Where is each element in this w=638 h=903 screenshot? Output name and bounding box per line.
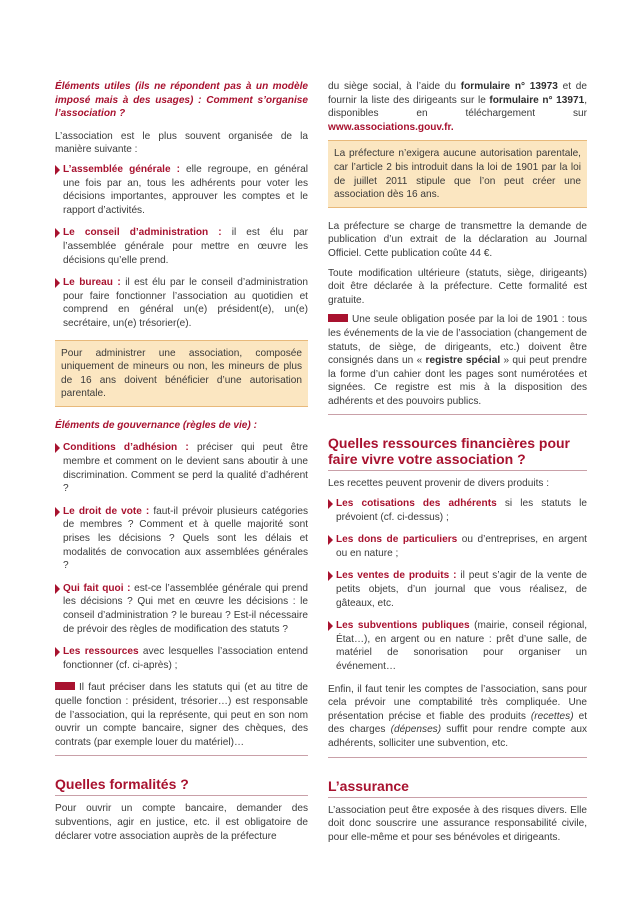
prefecture-info-box: La préfecture n’exigera aucune autorisation parentale, car l’article 2 bis introduit dans la loi de 1901 par la loi de juillet 2011 stipule que l’on peut créer une association dès 16 ans.: [328, 140, 587, 207]
formalities-heading: Quelles formalités ?: [55, 776, 308, 796]
declaration-text: et de fournir la liste des dirigeants sur le: [328, 81, 587, 106]
declaration-text: , disponibles en téléchargement sur: [328, 94, 587, 120]
bullet-term: Les subventions publiques: [336, 620, 470, 632]
obligation-text: Une seule obligation posée par la loi de 1901 : tous les événements de la vie de l’association (changement de statuts, de siège, de dirigeants, etc.) doivent être consignés dans un «: [328, 314, 587, 367]
bullet-text: il peut s’agir de la vente de petits objets, d’un journal que vous réalisez, de gâteaux, etc.: [336, 570, 587, 609]
bullet-text: il est élu par le conseil d’administration pour faire fonctionner l’association au quotidien et comprend en général un(e) président(e), un(e) secrétaire, un(e) trésorier(e).: [63, 277, 308, 329]
resources-heading: Quelles ressources financières pour faire vivre votre association ?: [328, 435, 587, 471]
bullet-text: si les statuts le prévoient (cf. ci-dessus) ;: [336, 498, 587, 523]
triangle-bullet-icon: [55, 443, 60, 453]
declaration-text: du siège social, à l’aide du: [328, 81, 461, 92]
statutes-note-text: Il faut préciser dans les statuts qui (et au titre de quelle fonction : président, trésorier…) est responsable de l’association, qui la représente, qui peut en son nom ouvrir un compte bancaire, signer des chèques, des contrats (par exemple louer du matériel)…: [55, 682, 308, 748]
triangle-bullet-icon: [328, 571, 333, 581]
triangle-bullet-icon: [55, 228, 60, 238]
insurance-heading: L’assurance: [328, 778, 587, 798]
accounts-text: Enfin, il faut tenir les comptes de l’association, sans pour cela prévoir une comptabilité très compliquée. Une présentation précise et fiable des produits: [328, 683, 587, 722]
list-item: [55, 582, 308, 636]
bullet-term: Le conseil d’administration :: [63, 227, 222, 239]
right-column: [328, 80, 587, 850]
register-term: registre spécial: [425, 355, 501, 367]
publication-paragraph: La préfecture se charge de transmettre la demande de publication d’un extrait de la déclaration au Journal Officiel. Cette publication coûte 44 €.: [328, 220, 587, 259]
bullet-term: Le droit de vote :: [63, 505, 150, 517]
resources-intro: Les recettes peuvent provenir de divers produits :: [328, 478, 550, 490]
list-item: [55, 441, 308, 495]
section-divider: [328, 757, 587, 758]
accounts-text: et des charges: [328, 710, 587, 736]
triangle-bullet-icon: [55, 165, 60, 175]
bullet-term: L’assemblée générale :: [63, 163, 181, 175]
bullet-text: il est élu par l’assemblée générale pour mettre en œuvre les décisions qu’elle prend.: [63, 227, 308, 266]
triangle-bullet-icon: [328, 535, 333, 545]
list-item: [328, 619, 587, 673]
bullet-term: Les ventes de produits :: [336, 570, 457, 582]
list-item: [328, 533, 587, 560]
accounts-paragraph: [328, 683, 587, 751]
section-divider: [328, 414, 587, 415]
bullet-text: (mairie, conseil régional, État…), en argent ou en nature : prêt d’une salle, de matériel de sonorisation pour organiser un événement…: [336, 620, 587, 672]
square-marker-icon: [328, 314, 348, 322]
declaration-continued: [328, 80, 587, 134]
governance-heading: Éléments de gouvernance (règles de vie) :: [55, 419, 257, 431]
bullet-text: elle regroupe, en général une fois par an, tous les adhérents pour voter les décisions importantes, approuver les comptes et le rapport d’activités.: [63, 163, 309, 216]
section-divider: [55, 755, 308, 756]
formalities-text: Pour ouvrir un compte bancaire, demander des subventions, agir en justice, etc. il est obligatoire de déclarer votre association auprès de la préfecture: [55, 803, 308, 842]
register-obligation: [328, 313, 587, 408]
bullet-term: Les dons de particuliers: [336, 534, 458, 546]
accounts-depenses: (dépenses): [390, 724, 442, 736]
list-item: [55, 505, 308, 573]
organisation-heading: Éléments utiles (ils ne répondent pas à un modèle imposé mais à des usages) : Comment s’organise l’association ?: [55, 81, 308, 120]
changes-paragraph: Toute modification ultérieure (statuts, siège, dirigeants) doit être déclarée à la préfecture. Cette formalité est gratuite.: [328, 267, 587, 306]
minors-info-box: Pour administrer une association, composée uniquement de mineurs ou non, les mineurs de plus de 16 ans doivent bénéficier d’une autorisation parentale.: [55, 340, 308, 407]
triangle-bullet-icon: [55, 507, 60, 517]
list-item: [328, 569, 587, 610]
insurance-text: L’association peut être exposée à des risques divers. Elle doit donc souscrire une assurance responsabilité civile, pour elle-même et pour ses bénévoles et dirigeants.: [328, 804, 587, 843]
bullet-text: ou d’entreprises, en argent ou en nature ;: [336, 534, 587, 559]
bullet-text: faut-il prévoir plusieurs catégories de membres ? Comment et à quelle majorité sont prises les décisions ? Quels sont les délais et modalités de convocation aux assemblées générales ?: [63, 505, 308, 572]
bullet-term: Les cotisations des adhérents: [336, 498, 497, 510]
bullet-text: préciser qui peut être membre et comment on le devient sans aboutir à une discrimination. Comment se perd la qualité d’adhérent ?: [63, 442, 308, 495]
bullet-term: Conditions d’adhésion :: [63, 442, 189, 454]
square-marker-icon: [55, 682, 75, 690]
list-item: [328, 497, 587, 524]
bullet-term: Le bureau :: [63, 277, 121, 289]
triangle-bullet-icon: [328, 499, 333, 509]
statutes-note: [55, 681, 308, 749]
organisation-intro: L’association est le plus souvent organisée de la manière suivante :: [55, 130, 308, 156]
accounts-text: suffit pour rendre compte aux adhérents, solliciter une subvention, etc.: [328, 724, 587, 749]
accounts-recettes: (recettes): [530, 710, 574, 722]
bullet-term: Qui fait quoi :: [63, 582, 131, 594]
bullet-term: Les ressources: [63, 646, 139, 658]
form-13971-reference: formulaire n° 13971: [489, 94, 585, 106]
triangle-bullet-icon: [55, 584, 60, 594]
associations-website-link[interactable]: www.associations.gouv.fr.: [328, 121, 454, 133]
form-13973-reference: formulaire n° 13973: [460, 81, 558, 92]
obligation-text: » qui peut prendre la forme d’un cahier dont les pages sont numérotées et signées. Ce registre est mis à la disposition des adhérents et des pouvoirs publics.: [328, 355, 587, 407]
triangle-bullet-icon: [55, 647, 60, 657]
list-item: [55, 276, 308, 330]
list-item: [55, 163, 308, 217]
bullet-text: est-ce l’assemblée générale qui prend les décisions ? Qui met en œuvre les décisions : le conseil d’administration ? le bureau ? Est-il nécessaire de prévoir des règles de modification des statuts ?: [63, 582, 308, 635]
list-item: [55, 226, 308, 267]
left-column: [55, 80, 308, 849]
triangle-bullet-icon: [328, 621, 333, 631]
list-item: [55, 645, 308, 672]
bullet-text: avec lesquelles l’association entend fonctionner (cf. ci-après) ;: [63, 646, 308, 671]
triangle-bullet-icon: [55, 278, 60, 288]
